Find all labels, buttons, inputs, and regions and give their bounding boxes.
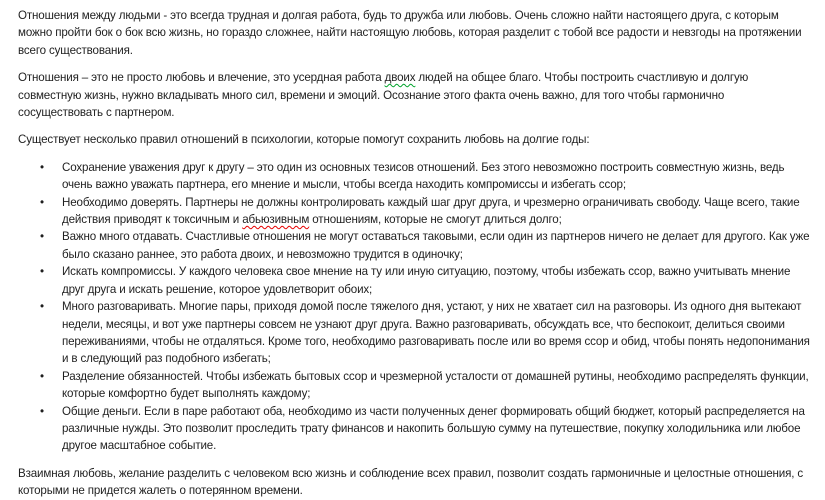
text-run: Сохранение уважения друг к другу – это один из основных тезисов отношений. Без этого невозможно построить совместную жизнь, ведь очень важно уважать партнера, его мнение и мысли, чтобы всегда находить компромиссы и избегать ссор; [62, 160, 785, 192]
text-run: Общие деньги. Если в паре работают оба, необходимо из части полученных денег формировать общий бюджет, который распределяется на различные нужды. Это позволит проследить трату финансов и накопить большую сумму на путешествие, покупку холодильника или любое другое масштабное событие. [62, 404, 805, 453]
intro-paragraph-2 [18, 69, 811, 121]
closing-paragraph [18, 465, 811, 500]
bullet-marker-icon: • [40, 160, 44, 174]
intro-paragraph-1 [18, 7, 811, 59]
bullet-marker-icon: • [40, 195, 44, 209]
misspelled-word: абьюзивным [242, 213, 310, 227]
rules-list-item [40, 263, 811, 298]
rules-list-item [40, 368, 811, 403]
bullet-marker-icon: • [40, 265, 44, 279]
bullet-marker-icon: • [40, 369, 44, 383]
rules-list-item [40, 194, 811, 229]
text-run: Отношения между людьми - это всегда трудная и долгая работа, будь то дружба или любовь. Очень сложно найти настоящего друга, с которым можно пройти бок о бок всю жизнь, но гораздо сложнее, найти настоящую любовь, которая разделит с тобой все радости и невзгоды на протяжении всего существования. [18, 9, 802, 57]
text-run: Разделение обязанностей. Чтобы избежать бытовых ссор и чрезмерной усталости от домашней рутины, необходимо распределять функции, которые комфортно будет выполнять каждому; [62, 369, 809, 401]
rules-list-item [40, 298, 811, 368]
text-run: Отношения – это не просто любовь и влечение, это усердная работа [18, 71, 385, 85]
intro-paragraph-3 [18, 131, 811, 148]
bullet-marker-icon: • [40, 404, 44, 418]
bullet-marker-icon: • [40, 230, 44, 244]
text-run: Существует несколько правил отношений в психологии, которые помогут сохранить любовь на долгие годы: [18, 133, 590, 147]
rules-list-item [40, 228, 811, 263]
text-run: Много разговаривать. Многие пары, приходя домой после тяжелого дня, устают, у них не хватает сил на разговоры. Из одного дня вытекают недели, месяцы, и вот уже партнеры совсем не узнают друг друга. Важно разговаривать, обсуждать все, что беспокоит, делиться своими переживаниями, чтобы не отдаляться. Кроме того, необходимо разговаривать после или во время ссор и обид, чтобы понять недопонимания и в следующий раз подобного избегать; [62, 300, 810, 366]
text-run: людей на общее благо. Чтобы построить счастливую и долгую совместную жизнь, нужно вкладывать много сил, времени и эмоций. Осознание этого факта очень важно, для того чтобы гармонично сосуществовать с партнером. [18, 71, 749, 120]
text-run: отношениям, которые не смогут длиться долго; [309, 213, 562, 227]
text-run: Искать компромиссы. У каждого человека свое мнение на ту или иную ситуацию, поэтому, чтобы избежать ссор, важно учитывать мнение друг друга и искать решение, которое удовлетворит обоих; [62, 265, 791, 296]
rules-list-item [40, 403, 811, 455]
grammar-flagged-word: двоих [384, 71, 416, 85]
rules-list [18, 159, 811, 455]
bullet-marker-icon: • [40, 300, 44, 314]
text-run: Взаимная любовь, желание разделить с человеком всю жизнь и соблюдение всех правил, позволит создать гармоничные и целостные отношения, с которыми не придется жалеть о потерянном времени. [18, 466, 804, 498]
rules-list-item [40, 159, 811, 194]
text-run: Важно много отдавать. Счастливые отношения не могут оставаться таковыми, если один из партнеров ничего не делает для другого. Как уже было сказано раннее, это работа двоих, и невозможно трудится в одиночку; [62, 230, 810, 261]
text-run: Необходимо доверять. Партнеры не должны контролировать каждый шаг друг друга, и чрезмерно ограничивать свободу. Чаще всего, такие действия приводят к токсичным и [62, 195, 800, 227]
